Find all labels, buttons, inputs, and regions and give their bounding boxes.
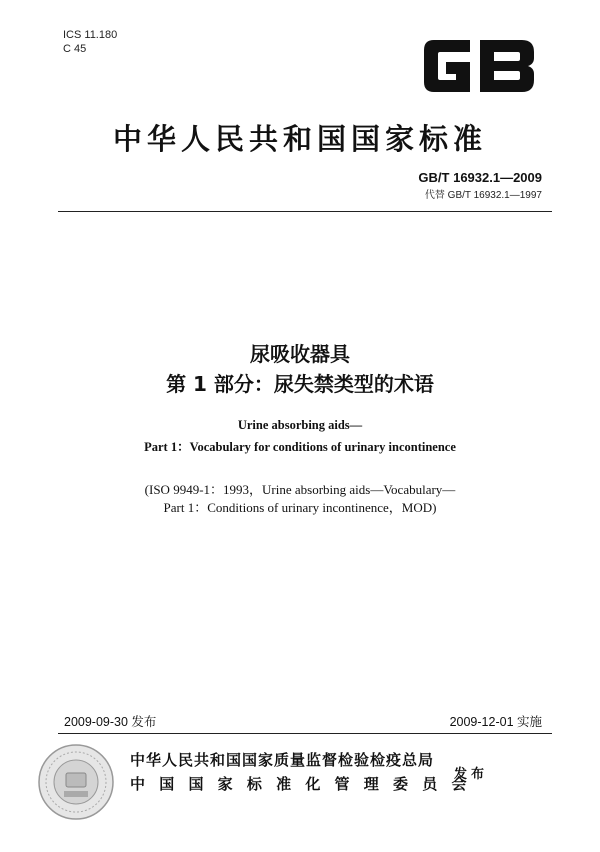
anti-counterfeit-seal-icon xyxy=(36,742,116,822)
standard-code-block xyxy=(418,170,542,201)
title-en-line2: Part 1：Vocabulary for conditions of urinary incontinence xyxy=(144,440,456,454)
publisher-line2: 中 国 国 家 标 准 化 管 理 委 员 会 xyxy=(130,775,471,793)
standard-code: GB/T 16932.1—2009 xyxy=(418,170,542,185)
implementation-date: 2009-12-01 实施 xyxy=(449,715,542,729)
iso-reference-line2: Part 1：Conditions of urinary incontinence，MOD) xyxy=(163,500,437,515)
title-cn-line2: 第 1 部分：尿失禁类型的术语 xyxy=(166,372,434,396)
ics-code: ICS 11.180 xyxy=(63,29,118,41)
ccs-code: C 45 xyxy=(63,43,87,55)
replaces-code: 代替 GB/T 16932.1—1997 xyxy=(424,190,542,201)
title-en-line1: Urine absorbing aids— xyxy=(237,418,363,432)
iso-reference-line1: (ISO 9949-1：1993，Urine absorbing aids—Vocabulary— xyxy=(144,482,456,497)
header-divider xyxy=(58,211,552,212)
gb-logo-g-shape xyxy=(424,40,470,92)
publisher-line1: 中华人民共和国国家质量监督检验检疫总局 xyxy=(130,751,435,769)
gb-logo xyxy=(418,34,540,98)
footer-divider xyxy=(58,733,552,734)
gb-logo-b-shape xyxy=(480,40,534,92)
title-cn-line1: 尿吸收器具 xyxy=(250,342,350,366)
classification-block xyxy=(63,28,117,56)
issue-date: 2009-09-30 发布 xyxy=(64,715,157,729)
publisher-label: 发布 xyxy=(454,767,489,782)
standard-title: 中华人民共和国国家标准 xyxy=(112,122,487,156)
